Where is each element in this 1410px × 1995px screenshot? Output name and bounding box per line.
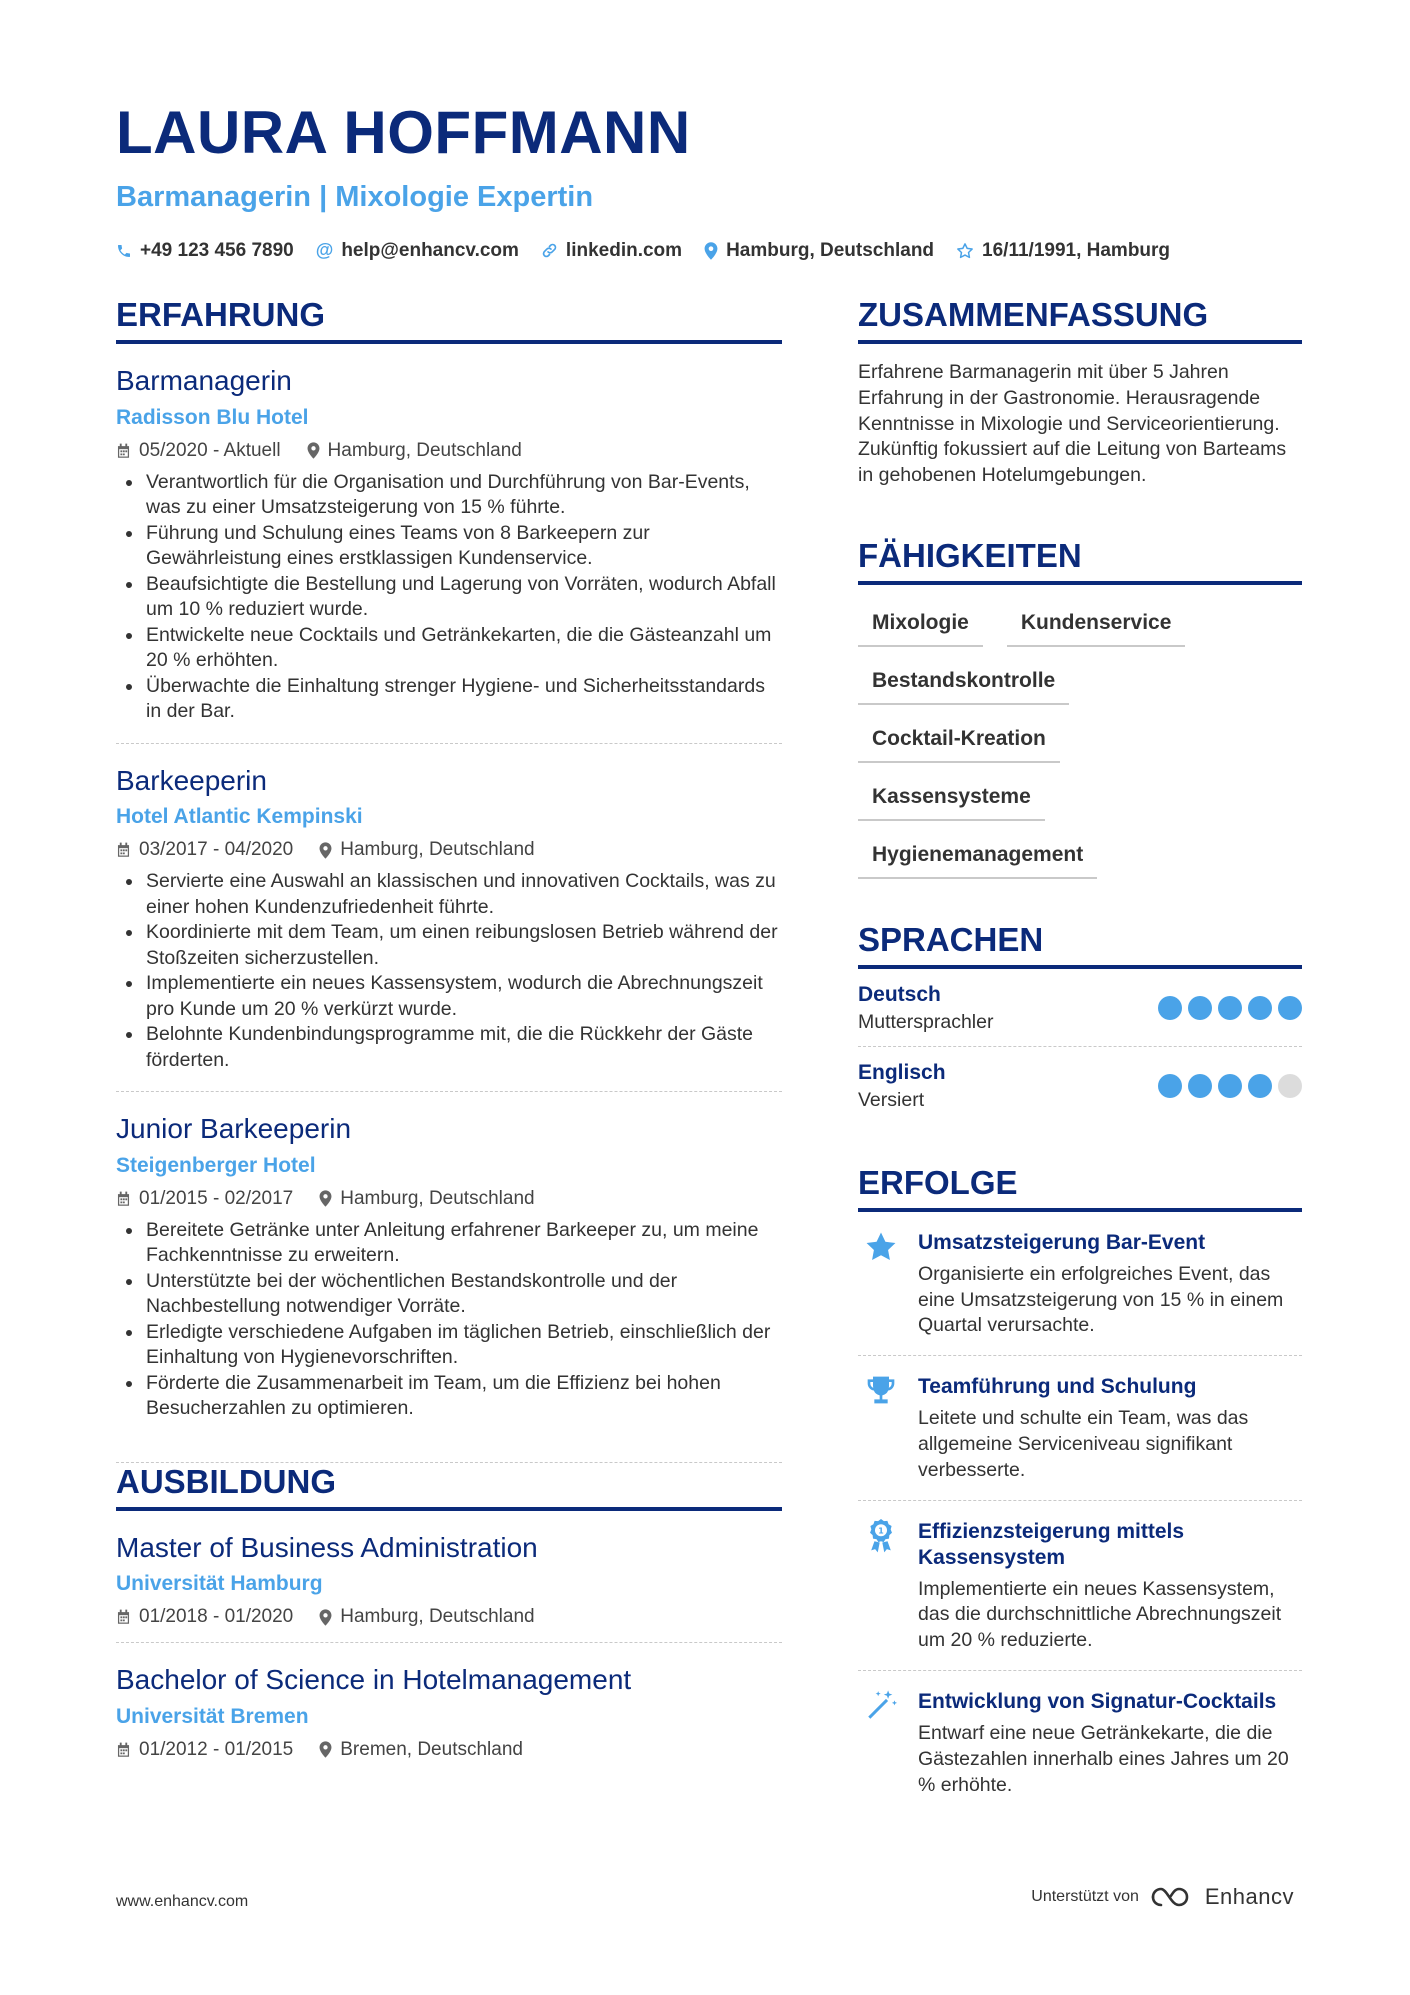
- right-column: [858, 296, 1302, 1814]
- language-name: Englisch: [858, 1060, 946, 1084]
- location-icon: [319, 1190, 332, 1207]
- summary-text: Erfahrene Barmanagerin mit über 5 Jahren Erfahrung in der Gastronomie. Herausragende Kenntnisse in Mixologie und Serviceorientierung. Zukünftig fokussiert auf die Leitung von Barteams in gehobenen Hotelumgebungen.: [858, 360, 1287, 487]
- resume-header: [116, 100, 1306, 262]
- bullet-item: • Implementierte ein neues Kassensystem, wodurch die Abrechnungszeit pro Kunde um 20 % verkürzt wurde.: [144, 971, 782, 1022]
- bullet-item: • Überwachte die Einhaltung strenger Hygiene- und Sicherheitsstandards in der Bar.: [144, 674, 782, 725]
- skills-list: [858, 605, 1302, 879]
- achievement-title: Entwicklung von Signatur-Cocktails: [918, 1689, 1277, 1713]
- dates-text: 01/2015 - 02/2017: [139, 1187, 294, 1209]
- bullet-item: • Entwickelte neue Cocktails und Getränkekarten, die die Gästeanzahl um 20 % erhöhten.: [144, 623, 782, 674]
- location-text: Hamburg, Deutschland: [327, 439, 522, 461]
- school-name: Universität Bremen: [116, 1704, 309, 1728]
- achievement-body: [918, 1519, 1302, 1654]
- location-icon: [319, 1609, 332, 1626]
- footer-branding: [1031, 1884, 1294, 1910]
- achievement-body: [918, 1230, 1302, 1339]
- school-name: Universität Hamburg: [116, 1572, 323, 1596]
- education-dates: [116, 1606, 293, 1628]
- candidate-name: LAURA HOFFMANN: [116, 99, 691, 166]
- language-entry: [858, 969, 1302, 1047]
- achievement-entry: [858, 1501, 1302, 1671]
- bullet-item: • Verantwortlich für die Organisation und Durchführung von Bar-Events, was zu einer Umsatzsteigerung von 15 % führte.: [144, 470, 782, 521]
- brand-name: Enhancv: [1204, 1884, 1294, 1909]
- job-entry: [116, 1092, 782, 1463]
- link-icon: [541, 242, 558, 259]
- location-text: Bremen, Deutschland: [340, 1738, 523, 1760]
- education-entry: [116, 1511, 782, 1644]
- bullet-item: • Bereitete Getränke unter Anleitung erfahrener Barkeeper zu, um meine Fachkenntnisse zu erweitern.: [144, 1218, 782, 1269]
- contact-text: Hamburg, Deutschland: [726, 239, 935, 261]
- rating-dot-filled: [1218, 996, 1242, 1020]
- company-name: Hotel Atlantic Kempinski: [116, 805, 363, 829]
- bullet-item: • Beaufsichtigte die Bestellung und Lagerung von Vorräten, wodurch Abfall um 10 % reduziert wurde.: [144, 572, 782, 623]
- achievement-desc: Implementierte ein neues Kassensystem, das die durchschnittliche Abrechnungszeit um 20 % reduzierte.: [918, 1577, 1282, 1652]
- language-rating: [1158, 1074, 1302, 1098]
- experience-heading: ERFAHRUNG: [116, 296, 782, 344]
- rating-dot-filled: [1158, 996, 1182, 1020]
- achievement-body: [918, 1374, 1302, 1483]
- phone-icon: [116, 243, 132, 259]
- education-heading: AUSBILDUNG: [116, 1463, 782, 1511]
- education-entry: [116, 1643, 782, 1775]
- contact-bar: [116, 240, 1306, 262]
- contact-email[interactable]: [316, 240, 519, 262]
- rating-dot-filled: [1218, 1074, 1242, 1098]
- languages-list: [858, 969, 1302, 1124]
- job-dates: [116, 839, 293, 861]
- enhancv-logo-icon: [1149, 1884, 1195, 1910]
- job-location: [319, 1188, 534, 1210]
- language-info: [858, 983, 993, 1034]
- bullet-item: • Führung und Schulung eines Teams von 8 Barkeepern zur Gewährleistung eines erstklassigen Kundenservice.: [144, 521, 782, 572]
- achievement-title: Effizienzsteigerung mittels Kassensystem: [918, 1519, 1185, 1569]
- company-name: Steigenberger Hotel: [116, 1153, 316, 1177]
- job-location: [307, 440, 522, 462]
- education-meta: [116, 1606, 782, 1628]
- contact-linkedin[interactable]: [541, 240, 682, 262]
- job-title: Barkeeperin: [116, 764, 267, 796]
- job-title: Barmanagerin: [116, 364, 292, 396]
- dates-text: 01/2018 - 01/2020: [139, 1606, 294, 1628]
- svg-text:1: 1: [878, 1525, 884, 1535]
- education-location: [319, 1606, 534, 1628]
- job-meta: [116, 839, 782, 861]
- star-icon: [956, 242, 974, 260]
- achievement-entry: [858, 1671, 1302, 1814]
- achievement-desc: Leitete und schulte ein Team, was das allgemeine Serviceniveau signifikant verbesserte.: [918, 1407, 1249, 1481]
- languages-heading: SPRACHEN: [858, 921, 1302, 969]
- location-text: Hamburg, Deutschland: [340, 1187, 535, 1209]
- magic-wand-icon: [858, 1689, 904, 1798]
- language-rating: [1158, 996, 1302, 1020]
- education-dates: [116, 1739, 293, 1761]
- footer-website[interactable]: www.enhancv.com: [116, 1893, 249, 1910]
- degree-title: Master of Business Administration: [116, 1531, 538, 1563]
- education-meta: [116, 1739, 782, 1761]
- skill-tag: Bestandskontrolle: [858, 663, 1069, 705]
- candidate-title: Barmanagerin | Mixologie Expertin: [116, 181, 594, 213]
- language-entry: [858, 1047, 1302, 1124]
- skill-tag: Cocktail-Kreation: [858, 721, 1060, 763]
- skill-tag: Kundenservice: [1007, 605, 1186, 647]
- location-icon: [319, 842, 332, 859]
- rating-dot-filled: [1278, 996, 1302, 1020]
- job-location: [319, 839, 534, 861]
- job-meta: [116, 440, 782, 462]
- skill-tag: Kassensysteme: [858, 779, 1045, 821]
- achievement-desc: Entwarf eine neue Getränkekarte, die die Gästezahlen innerhalb eines Jahres um 20 % erhöhte.: [918, 1721, 1289, 1796]
- powered-by-label: Unterstützt von: [1031, 1888, 1139, 1905]
- summary-heading: ZUSAMMENFASSUNG: [858, 296, 1302, 344]
- trophy-icon: [858, 1374, 904, 1483]
- contact-location: [704, 240, 934, 262]
- rating-dot-filled: [1248, 996, 1272, 1020]
- job-bullets: [116, 869, 782, 1073]
- job-bullets: [116, 470, 782, 725]
- achievements-list: [858, 1212, 1302, 1815]
- contact-text: help@enhancv.com: [341, 239, 519, 261]
- location-text: Hamburg, Deutschland: [340, 839, 535, 861]
- contact-phone[interactable]: [116, 240, 294, 262]
- at-icon: @: [315, 240, 334, 261]
- achievement-title: Umsatzsteigerung Bar-Event: [918, 1230, 1206, 1254]
- dates-text: 01/2012 - 01/2015: [139, 1738, 294, 1760]
- calendar-icon: [116, 443, 131, 459]
- dates-text: 05/2020 - Aktuell: [139, 439, 281, 461]
- bullet-item: • Koordinierte mit dem Team, um einen reibungslosen Betrieb während der Stoßzeiten sicherzustellen.: [144, 920, 782, 971]
- rating-dot-filled: [1188, 996, 1212, 1020]
- calendar-icon: [116, 1609, 131, 1625]
- location-icon: [319, 1741, 332, 1758]
- language-info: [858, 1061, 946, 1112]
- job-entry: [116, 744, 782, 1093]
- rating-dot-filled: [1188, 1074, 1212, 1098]
- bullet-item: • Servierte eine Auswahl an klassischen und innovativen Cocktails, was zu einer hohen Kundenzufriedenheit führte.: [144, 869, 782, 920]
- achievement-entry: [858, 1212, 1302, 1356]
- language-level: Muttersprachler: [858, 1010, 994, 1033]
- contact-text: +49 123 456 7890: [140, 239, 294, 261]
- job-title: Junior Barkeeperin: [116, 1113, 352, 1145]
- degree-title: Bachelor of Science in Hotelmanagement: [116, 1664, 632, 1696]
- calendar-icon: [116, 1191, 131, 1207]
- achievements-heading: ERFOLGE: [858, 1164, 1302, 1212]
- calendar-icon: [116, 1742, 131, 1758]
- bullet-item: • Unterstützte bei der wöchentlichen Bestandskontrolle und der Nachbestellung notwendiger Vorräte.: [144, 1269, 782, 1320]
- award-icon: [858, 1519, 904, 1654]
- contact-text: linkedin.com: [565, 239, 683, 261]
- contact-text: 16/11/1991, Hamburg: [982, 239, 1171, 261]
- company-name: Radisson Blu Hotel: [116, 405, 309, 429]
- achievement-title: Teamführung und Schulung: [918, 1375, 1197, 1399]
- achievement-body: [918, 1689, 1302, 1798]
- star-icon: [858, 1230, 904, 1339]
- calendar-icon: [116, 842, 131, 858]
- achievement-entry: [858, 1356, 1302, 1500]
- rating-dot-filled: [1158, 1074, 1182, 1098]
- left-column: [116, 296, 782, 1775]
- education-location: [319, 1739, 523, 1761]
- dates-text: 03/2017 - 04/2020: [139, 839, 294, 861]
- bullet-item: • Belohnte Kundenbindungsprogramme mit, die die Rückkehr der Gäste förderten.: [144, 1022, 782, 1073]
- bullet-item: • Erledigte verschiedene Aufgaben im täglichen Betrieb, einschließlich der Einhaltung von Hygienevorschriften.: [144, 1320, 782, 1371]
- location-icon: [307, 442, 320, 459]
- job-meta: [116, 1188, 782, 1210]
- location-icon: [704, 242, 718, 260]
- rating-dot-filled: [1248, 1074, 1272, 1098]
- language-level: Versiert: [858, 1088, 925, 1111]
- rating-dot-empty: [1278, 1074, 1302, 1098]
- skill-tag: Hygienemanagement: [858, 837, 1097, 879]
- job-bullets: [116, 1218, 782, 1422]
- job-dates: [116, 440, 281, 462]
- job-dates: [116, 1188, 293, 1210]
- contact-birth: [956, 240, 1170, 262]
- skills-heading: FÄHIGKEITEN: [858, 537, 1302, 585]
- achievement-desc: Organisierte ein erfolgreiches Event, das eine Umsatzsteigerung von 15 % in einem Quartal verursachte.: [918, 1262, 1284, 1337]
- job-entry: [116, 344, 782, 744]
- location-text: Hamburg, Deutschland: [340, 1606, 535, 1628]
- bullet-item: • Förderte die Zusammenarbeit im Team, um die Effizienz bei hohen Besucherzahlen zu optimieren.: [144, 1371, 782, 1422]
- skill-tag: Mixologie: [858, 605, 983, 647]
- language-name: Deutsch: [858, 982, 941, 1006]
